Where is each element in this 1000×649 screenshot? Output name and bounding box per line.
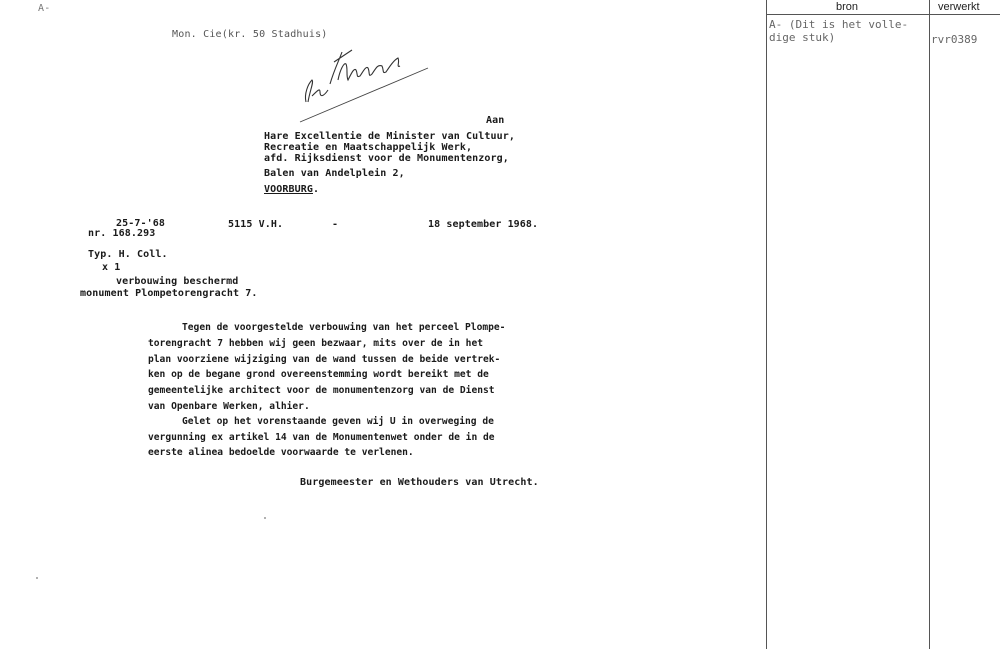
addressee-line: Balen van Andelplein 2, xyxy=(264,168,405,179)
body-line: vergunning ex artikel 14 van de Monumentenwet onder de in de xyxy=(148,432,495,443)
body-line: Gelet op het vorenstaande geven wij U in overweging de xyxy=(182,416,494,427)
body-line: plan voorziene wijziging van de wand tussen de beide vertrek- xyxy=(148,354,501,365)
typist-line: Typ. H. Coll. xyxy=(88,249,168,260)
panel-header-rule xyxy=(766,14,1000,15)
panel-divider-left xyxy=(766,0,767,649)
body-line: torengracht 7 hebben wij geen bezwaar, mits over de in het xyxy=(148,338,484,349)
copies-line: x 1 xyxy=(102,262,121,273)
addressee-line: Hare Excellentie de Minister van Cultuur, xyxy=(264,131,515,142)
bron-header: bron xyxy=(836,1,859,13)
paper-speck xyxy=(264,517,266,519)
body-line: eerste alinea bedoelde voorwaarde te verlenen. xyxy=(148,447,414,458)
handwritten-signature xyxy=(290,40,440,130)
addressee-aan: Aan xyxy=(486,115,505,126)
letter-date: 18 september 1968. xyxy=(428,219,539,230)
body-line: van Openbare Werken, alhier. xyxy=(148,401,310,412)
body-line: Tegen de voorgestelde verbouwing van het perceel Plompe- xyxy=(182,322,506,333)
body-line: gemeentelijke architect voor de monumentenzorg van de Dienst xyxy=(148,385,495,396)
bron-line: A- (Dit is het volle- xyxy=(769,18,909,31)
body-line: ken op de begane grond overeenstemming wordt bereikt met de xyxy=(148,369,489,380)
addressee-line: afd. Rijksdienst voor de Monumentenzorg, xyxy=(264,153,509,164)
addressee-city-suffix: . xyxy=(312,184,320,195)
reference-date: 25-7-'68 xyxy=(116,218,165,229)
dateline-dash: - xyxy=(332,219,339,230)
paper-speck xyxy=(36,577,38,579)
addressee-line: Recreatie en Maatschappelijk Werk, xyxy=(264,142,473,153)
verwerkt-value: rvr0389 xyxy=(931,33,978,46)
panel-divider-middle xyxy=(929,0,930,649)
subject-line: verbouwing beschermd xyxy=(116,276,239,287)
addressee-city-name: VOORBURG xyxy=(264,184,313,195)
document-code: 5115 V.H. xyxy=(228,219,284,230)
subject-line: monument Plompetorengracht 7. xyxy=(80,288,258,299)
reference-number: nr. 168.293 xyxy=(88,228,156,239)
addressee-city xyxy=(264,184,319,195)
page-marker: A- xyxy=(38,3,51,14)
bron-line: dige stuk) xyxy=(769,31,836,44)
reference-header: Mon. Cie(kr. 50 Stadhuis) xyxy=(172,29,328,40)
closing-signature-line: Burgemeester en Wethouders van Utrecht. xyxy=(300,477,539,488)
verwerkt-header: verwerkt xyxy=(938,1,980,13)
